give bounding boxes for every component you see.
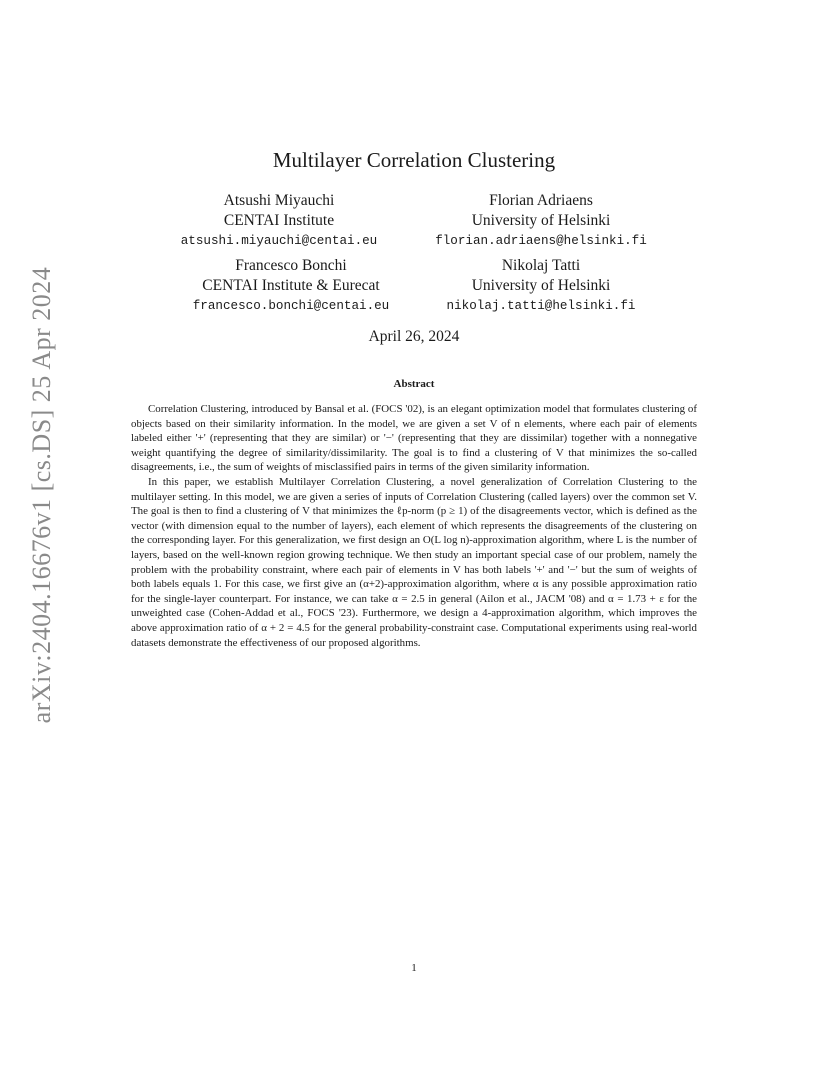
author-block (139, 191, 419, 251)
author-block (401, 191, 681, 251)
author-email: francesco.bonchi@centai.eu (192, 299, 390, 313)
abstract-body (131, 402, 697, 650)
abstract-paragraph: In this paper, we establish Multilayer Correlation Clustering, a novel generalization of Correlation Clustering to the multilayer setting. In this model, we are given a series of inputs of Correlation Clustering (called layers) over the common set V. The goal is then to find a clustering of V that minimizes the ℓp-norm (p ≥ 1) of the disagreements vector, which is defined as the vector (with dimension equal to the number of layers), each element of which represents the disagreements of the clustering on the corresponding layer. For this generalization, we first design an O(L log n)-approximation algorithm, where L is the number of layers, based on the well-known region growing technique. We then study an important special case of our problem, namely the problem with the probability constraint, where each pair of elements in V has both labels '+' and '−' but the sum of weights of both labels equals 1. For this case, we first give an (α+2)-approximation algorithm, where α is any possible approximation ratio for the single-layer counterpart. For instance, we can take α = 2.5 in general (Ailon et al., JACM '08) and α = 1.73 + ε for the unweighted case (Cohen-Addad et al., FOCS '23). Furthermore, we design a 4-approximation algorithm, which improves the above approximation ratio of α + 2 = 4.5 for the general probability-constraint case. Computational experiments using real-world datasets demonstrate the effectiveness of our proposed algorithms. (131, 475, 697, 649)
author-name: Nikolaj Tatti (501, 257, 581, 274)
author-name: Atsushi Miyauchi (223, 192, 335, 209)
paper-title: Multilayer Correlation Clustering (272, 148, 556, 172)
author-block (401, 256, 681, 316)
author-email: nikolaj.tatti@helsinki.fi (446, 299, 636, 313)
author-affiliation: University of Helsinki (471, 276, 611, 294)
arxiv-identifier-text: arXiv:2404.16676v1 [cs.DS] 25 Apr 2024 (27, 266, 56, 724)
author-email: atsushi.miyauchi@centai.eu (180, 234, 378, 248)
author-affiliation: CENTAI Institute & Eurecat (202, 276, 380, 294)
author-affiliation: CENTAI Institute (223, 211, 335, 229)
publication-date: April 26, 2024 (368, 328, 460, 345)
author-email: florian.adriaens@helsinki.fi (435, 234, 647, 248)
author-name: Florian Adriaens (489, 192, 593, 209)
author-affiliation: University of Helsinki (471, 211, 611, 229)
abstract-heading: Abstract (393, 378, 435, 390)
author-block (151, 256, 431, 316)
author-name: Francesco Bonchi (235, 257, 347, 274)
abstract-paragraph: Correlation Clustering, introduced by Bansal et al. (FOCS '02), is an elegant optimization model that formulates clustering of objects based on their similarity information. In the model, we are given a set V of n elements, where each pair of elements labeled either '+' (representing that they are similar) or '−' (representing that they are dissimilar) together with a nonnegative weight quantifying the degree of similarity/dissimilarity. The goal is to find a clustering of V that minimizes the so-called disagreements, i.e., the sum of weights of misclassified pairs in terms of the given similarity information. (131, 403, 697, 474)
page-number: 1 (411, 962, 417, 974)
